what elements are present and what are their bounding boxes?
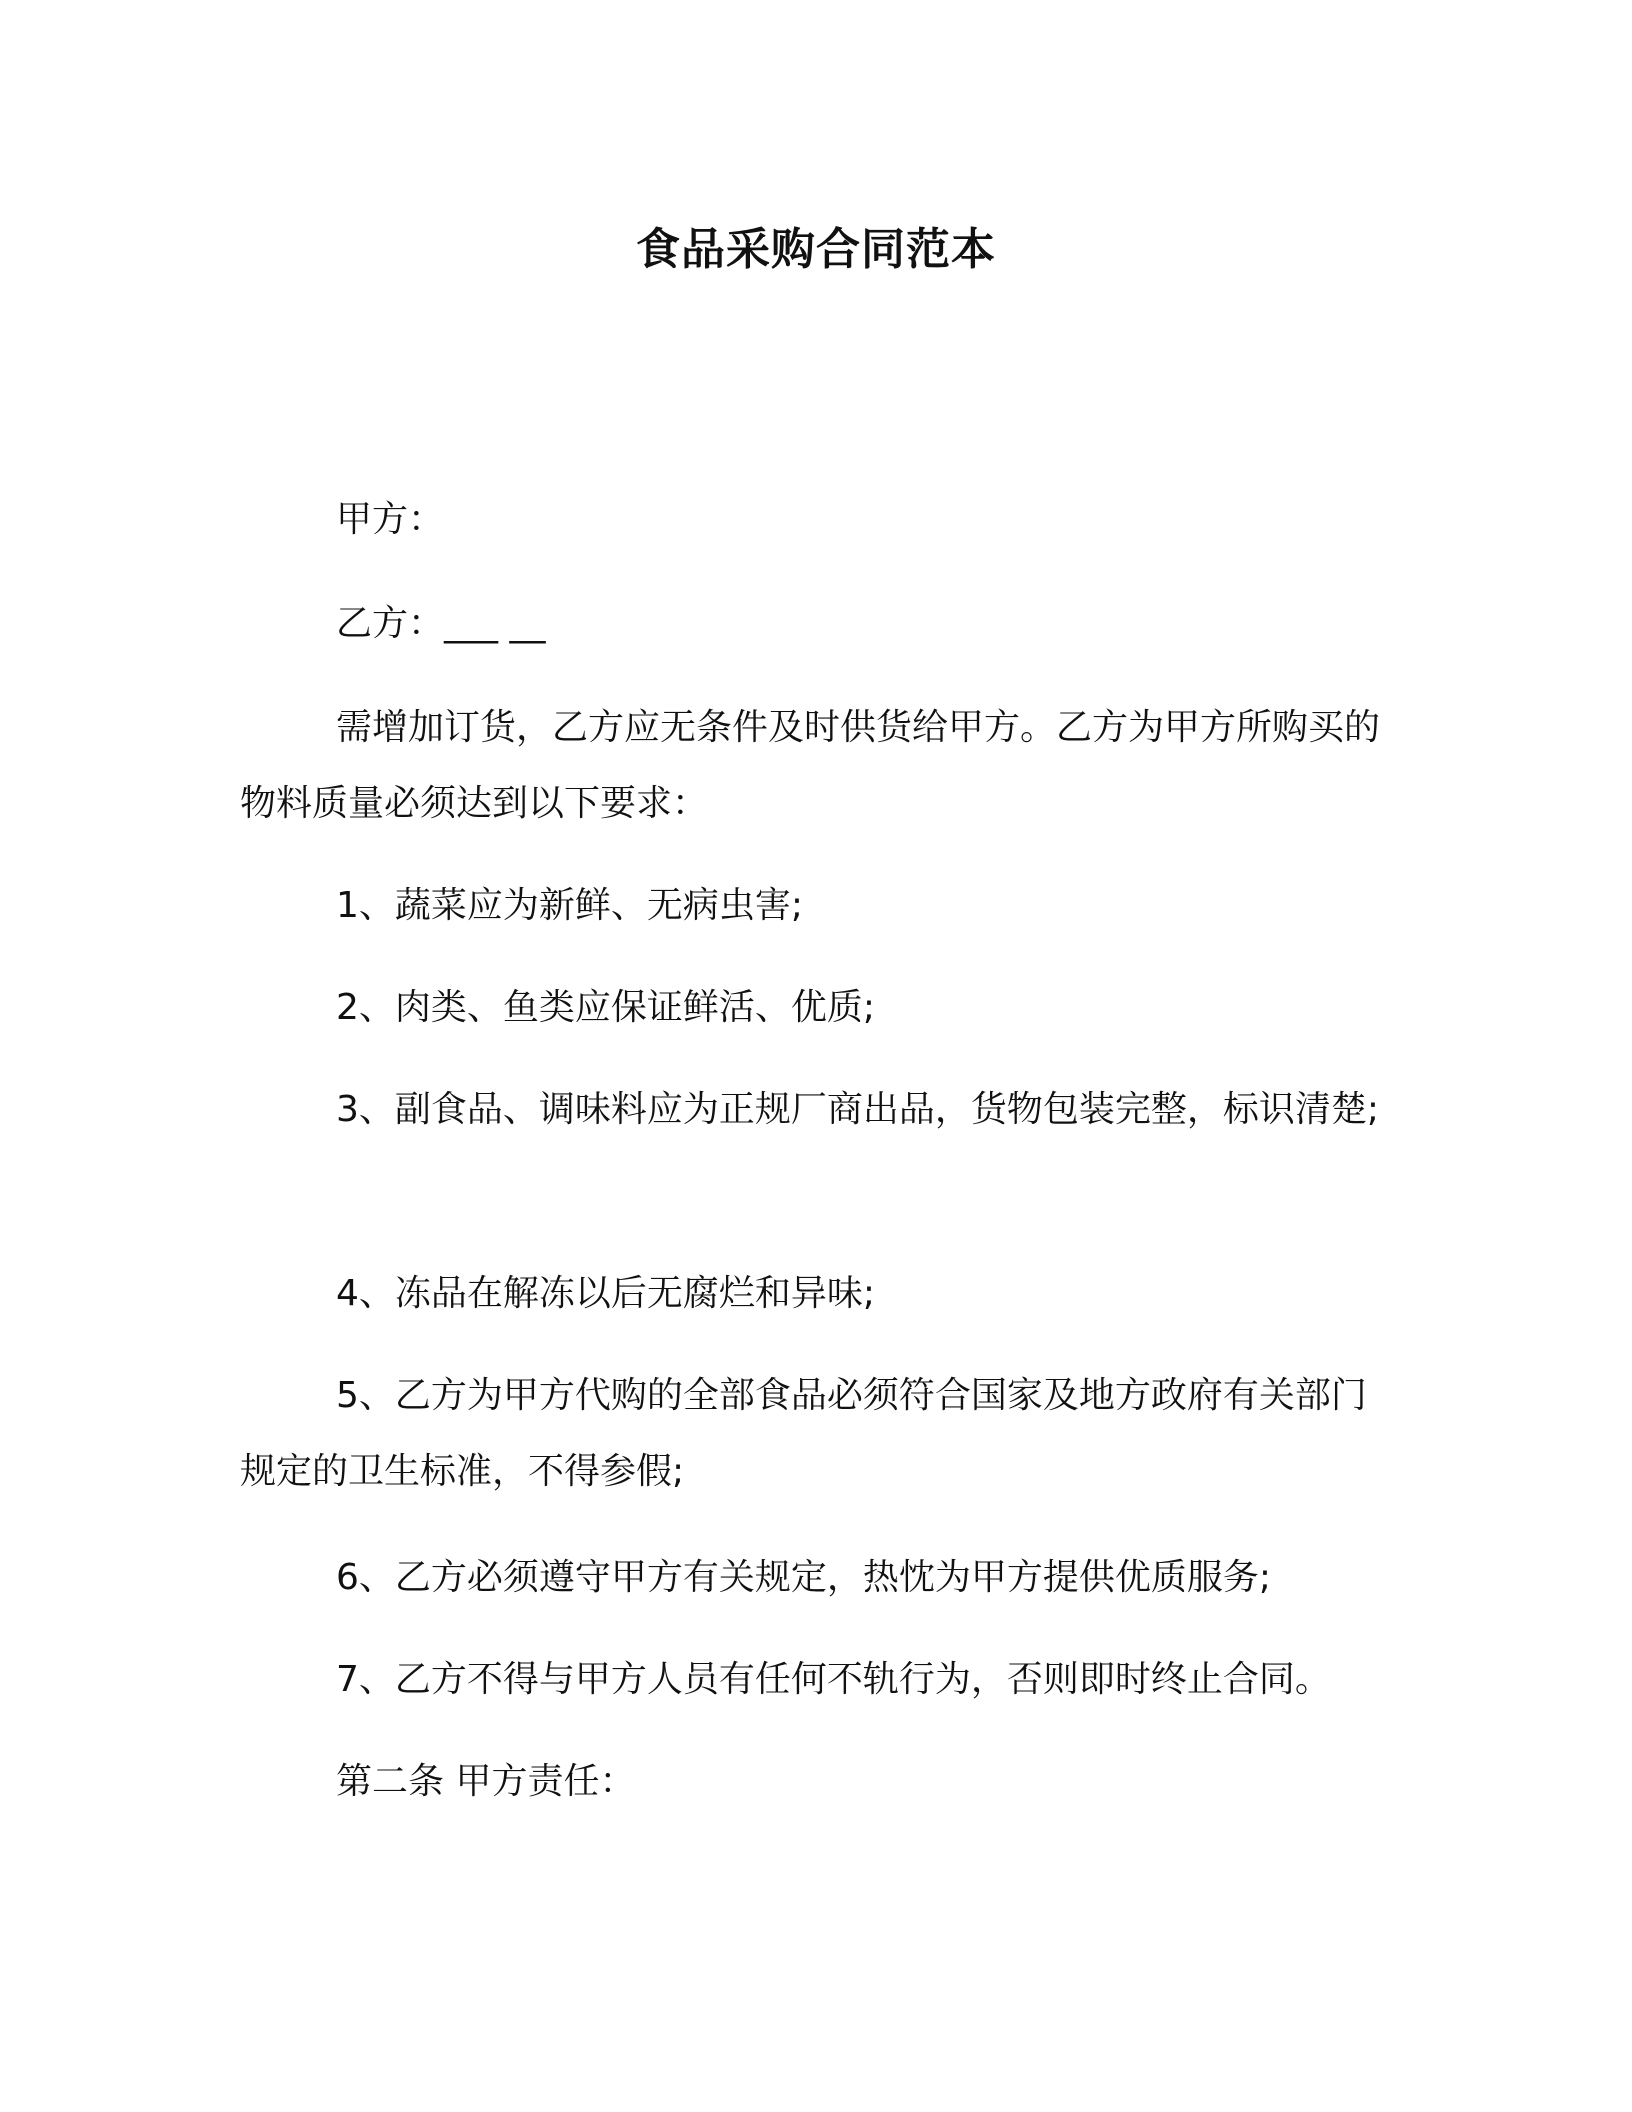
document-title: 食品采购合同范本 [636,224,996,275]
party-a-label: 甲方： [336,499,445,540]
section-heading: 第二条 甲方责任： [336,1761,636,1802]
list-item: 4、冻品在解冻以后无腐烂和异味; [336,1273,876,1314]
party-b-label: 乙方： [336,603,445,644]
list-item: 6、乙方必须遵守甲方有关规定，热忱为甲方提供优质服务; [336,1557,1272,1598]
list-item: 7、乙方不得与甲方人员有任何不轨行为，否则即时终止合同。 [336,1659,1331,1700]
intro-paragraph: 需增加订货，乙方应无条件及时供货给甲方。乙方为甲方所购买的物料质量必须达到以下要求： [240,707,1381,824]
party-b-line [240,586,1380,662]
list-item: 3、副食品、调味料应为正规厂商出品，货物包装完整，标识清楚; [336,1089,1380,1130]
list-item: 1、蔬菜应为新鲜、无病虫害; [336,885,804,926]
party-a-line [240,482,1380,558]
list-item: 2、肉类、鱼类应保证鲜活、优质; [336,987,876,1028]
party-b-blank: ___ __ [444,603,546,644]
list-item: 5、乙方为甲方代购的全部食品必须符合国家及地方政府有关部门规定的卫生标准，不得参假; [240,1375,1367,1492]
